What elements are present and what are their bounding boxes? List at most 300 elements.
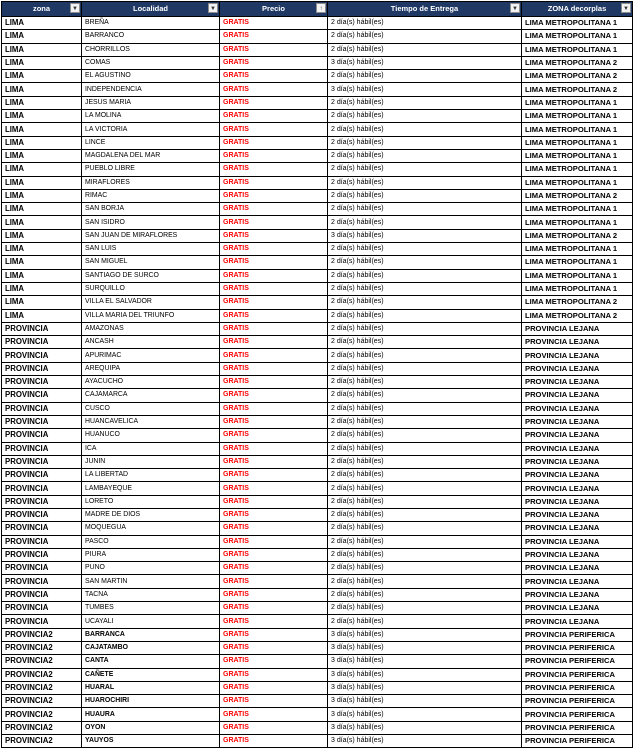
cell-zona[interactable]: LIMA [2,243,82,256]
cell-tiempo-entrega[interactable]: 2 día(s) hábil(es) [328,43,522,56]
cell-zona[interactable]: LIMA [2,136,82,149]
cell-zona-decorplas[interactable]: PROVINCIA LEJANA [522,389,633,402]
cell-localidad[interactable]: CAJAMARCA [82,389,220,402]
cell-precio[interactable]: GRATIS [220,495,328,508]
cell-localidad[interactable]: JESUS MARIA [82,96,220,109]
cell-zona-decorplas[interactable]: LIMA METROPOLITANA 1 [522,269,633,282]
cell-precio[interactable]: GRATIS [220,721,328,734]
cell-zona[interactable]: PROVINCIA2 [2,721,82,734]
cell-zona[interactable]: PROVINCIA [2,602,82,615]
cell-localidad[interactable]: LA MOLINA [82,110,220,123]
cell-localidad[interactable]: HUAROCHIRI [82,695,220,708]
cell-precio[interactable]: GRATIS [220,149,328,162]
cell-zona-decorplas[interactable]: LIMA METROPOLITANA 2 [522,83,633,96]
cell-tiempo-entrega[interactable]: 2 día(s) hábil(es) [328,389,522,402]
cell-localidad[interactable]: AYACUCHO [82,376,220,389]
cell-precio[interactable]: GRATIS [220,256,328,269]
delivery-zones-table [1,1,633,748]
cell-zona[interactable]: PROVINCIA [2,389,82,402]
cell-tiempo-entrega[interactable]: 3 día(s) hábil(es) [328,721,522,734]
cell-localidad[interactable]: MAGDALENA DEL MAR [82,149,220,162]
cell-tiempo-entrega[interactable]: 2 día(s) hábil(es) [328,110,522,123]
cell-precio[interactable]: GRATIS [220,615,328,628]
cell-zona-decorplas[interactable]: PROVINCIA LEJANA [522,442,633,455]
cell-tiempo-entrega[interactable]: 2 día(s) hábil(es) [328,522,522,535]
cell-zona[interactable]: PROVINCIA [2,455,82,468]
column-header-zona[interactable] [2,2,82,17]
cell-tiempo-entrega[interactable]: 2 día(s) hábil(es) [328,17,522,30]
cell-precio[interactable]: GRATIS [220,296,328,309]
filter-dropdown-icon[interactable]: ▼ [510,3,520,13]
column-header-tiempo[interactable] [328,2,522,17]
cell-zona[interactable]: LIMA [2,296,82,309]
cell-precio[interactable]: GRATIS [220,17,328,30]
cell-zona-decorplas[interactable]: LIMA METROPOLITANA 1 [522,176,633,189]
cell-tiempo-entrega[interactable]: 2 día(s) hábil(es) [328,243,522,256]
cell-zona-decorplas[interactable]: PROVINCIA LEJANA [522,415,633,428]
cell-zona[interactable]: PROVINCIA [2,442,82,455]
column-header-precio[interactable] [220,2,328,17]
cell-localidad[interactable]: VILLA EL SALVADOR [82,296,220,309]
cell-precio[interactable]: GRATIS [220,83,328,96]
cell-zona[interactable]: LIMA [2,203,82,216]
cell-localidad[interactable]: MADRE DE DIOS [82,508,220,521]
cell-localidad[interactable]: PIURA [82,548,220,561]
cell-localidad[interactable]: SANTIAGO DE SURCO [82,269,220,282]
cell-zona[interactable]: LIMA [2,43,82,56]
cell-zona-decorplas[interactable]: PROVINCIA LEJANA [522,322,633,335]
cell-precio[interactable]: GRATIS [220,96,328,109]
cell-tiempo-entrega[interactable]: 2 día(s) hábil(es) [328,508,522,521]
table-row [2,415,633,428]
cell-tiempo-entrega[interactable]: 2 día(s) hábil(es) [328,216,522,229]
cell-precio[interactable]: GRATIS [220,588,328,601]
cell-precio[interactable]: GRATIS [220,389,328,402]
cell-localidad[interactable]: SAN ISIDRO [82,216,220,229]
cell-tiempo-entrega[interactable]: 2 día(s) hábil(es) [328,495,522,508]
cell-precio[interactable]: GRATIS [220,548,328,561]
cell-precio[interactable]: GRATIS [220,269,328,282]
cell-localidad[interactable]: HUAURA [82,708,220,721]
cell-zona[interactable]: PROVINCIA2 [2,655,82,668]
cell-zona[interactable]: LIMA [2,282,82,295]
cell-tiempo-entrega[interactable]: 2 día(s) hábil(es) [328,149,522,162]
cell-precio[interactable]: GRATIS [220,322,328,335]
cell-localidad[interactable]: SAN LUIS [82,243,220,256]
cell-localidad[interactable]: MIRAFLORES [82,176,220,189]
cell-tiempo-entrega[interactable]: 3 día(s) hábil(es) [328,695,522,708]
cell-localidad[interactable]: SAN JUAN DE MIRAFLORES [82,229,220,242]
cell-localidad[interactable]: HUARAL [82,681,220,694]
cell-zona-decorplas[interactable]: PROVINCIA LEJANA [522,522,633,535]
cell-precio[interactable]: GRATIS [220,163,328,176]
cell-localidad[interactable]: EL AGUSTINO [82,70,220,83]
cell-localidad[interactable]: CANTA [82,655,220,668]
cell-zona[interactable]: PROVINCIA2 [2,695,82,708]
cell-localidad[interactable]: LINCE [82,136,220,149]
cell-localidad[interactable]: APURIMAC [82,349,220,362]
cell-zona-decorplas[interactable]: LIMA METROPOLITANA 1 [522,43,633,56]
cell-localidad[interactable]: SURQUILLO [82,282,220,295]
cell-tiempo-entrega[interactable]: 3 día(s) hábil(es) [328,735,522,748]
cell-tiempo-entrega[interactable]: 2 día(s) hábil(es) [328,535,522,548]
cell-zona-decorplas[interactable]: PROVINCIA LEJANA [522,535,633,548]
cell-tiempo-entrega[interactable]: 2 día(s) hábil(es) [328,176,522,189]
cell-zona-decorplas[interactable]: LIMA METROPOLITANA 1 [522,17,633,30]
cell-zona[interactable]: PROVINCIA [2,336,82,349]
cell-zona-decorplas[interactable]: PROVINCIA PERIFERICA [522,708,633,721]
cell-localidad[interactable]: CHORRILLOS [82,43,220,56]
cell-localidad[interactable]: SAN BORJA [82,203,220,216]
cell-localidad[interactable]: TACNA [82,588,220,601]
cell-zona[interactable]: PROVINCIA2 [2,681,82,694]
cell-precio[interactable]: GRATIS [220,70,328,83]
cell-zona-decorplas[interactable]: PROVINCIA LEJANA [522,376,633,389]
cell-localidad[interactable]: LORETO [82,495,220,508]
cell-zona[interactable]: LIMA [2,269,82,282]
cell-zona-decorplas[interactable]: PROVINCIA LEJANA [522,548,633,561]
cell-zona-decorplas[interactable]: LIMA METROPOLITANA 1 [522,136,633,149]
table-row [2,469,633,482]
cell-precio[interactable]: GRATIS [220,522,328,535]
cell-zona-decorplas[interactable]: LIMA METROPOLITANA 1 [522,256,633,269]
filter-sort-icon[interactable]: ↑ [316,3,326,13]
cell-precio[interactable]: GRATIS [220,655,328,668]
cell-tiempo-entrega[interactable]: 3 día(s) hábil(es) [328,229,522,242]
cell-localidad[interactable]: OYON [82,721,220,734]
cell-localidad[interactable]: LA LIBERTAD [82,469,220,482]
cell-precio[interactable]: GRATIS [220,402,328,415]
cell-precio[interactable]: GRATIS [220,309,328,322]
column-header-zona-decorplas[interactable] [522,2,633,17]
cell-zona[interactable]: PROVINCIA [2,415,82,428]
cell-localidad[interactable]: BARRANCA [82,628,220,641]
cell-tiempo-entrega[interactable]: 2 día(s) hábil(es) [328,429,522,442]
cell-zona-decorplas[interactable]: LIMA METROPOLITANA 1 [522,149,633,162]
cell-zona[interactable]: PROVINCIA [2,376,82,389]
cell-tiempo-entrega[interactable]: 2 día(s) hábil(es) [328,349,522,362]
cell-precio[interactable]: GRATIS [220,415,328,428]
cell-localidad[interactable]: TUMBES [82,602,220,615]
cell-zona[interactable]: PROVINCIA2 [2,708,82,721]
cell-zona-decorplas[interactable]: LIMA METROPOLITANA 2 [522,56,633,69]
cell-zona[interactable]: LIMA [2,149,82,162]
cell-localidad[interactable]: YAUYOS [82,735,220,748]
cell-zona-decorplas[interactable]: PROVINCIA LEJANA [522,508,633,521]
cell-precio[interactable]: GRATIS [220,429,328,442]
cell-precio[interactable]: GRATIS [220,695,328,708]
cell-tiempo-entrega[interactable]: 2 día(s) hábil(es) [328,136,522,149]
cell-zona-decorplas[interactable]: PROVINCIA LEJANA [522,362,633,375]
cell-zona[interactable]: LIMA [2,123,82,136]
cell-zona[interactable]: PROVINCIA [2,362,82,375]
cell-tiempo-entrega[interactable]: 2 día(s) hábil(es) [328,402,522,415]
cell-tiempo-entrega[interactable]: 2 día(s) hábil(es) [328,163,522,176]
cell-zona[interactable]: LIMA [2,30,82,43]
cell-tiempo-entrega[interactable]: 2 día(s) hábil(es) [328,482,522,495]
cell-zona[interactable]: LIMA [2,189,82,202]
cell-zona-decorplas[interactable]: LIMA METROPOLITANA 2 [522,189,633,202]
cell-precio[interactable]: GRATIS [220,229,328,242]
cell-localidad[interactable]: HUANUCO [82,429,220,442]
cell-zona-decorplas[interactable]: LIMA METROPOLITANA 1 [522,30,633,43]
cell-tiempo-entrega[interactable]: 2 día(s) hábil(es) [328,602,522,615]
cell-zona[interactable]: LIMA [2,163,82,176]
cell-zona-decorplas[interactable]: LIMA METROPOLITANA 1 [522,282,633,295]
cell-zona-decorplas[interactable]: PROVINCIA PERIFERICA [522,668,633,681]
cell-zona-decorplas[interactable]: PROVINCIA LEJANA [522,469,633,482]
cell-precio[interactable]: GRATIS [220,136,328,149]
table-row [2,336,633,349]
cell-localidad[interactable]: SAN MARTIN [82,575,220,588]
cell-precio[interactable]: GRATIS [220,735,328,748]
cell-zona[interactable]: PROVINCIA [2,535,82,548]
cell-zona-decorplas[interactable]: PROVINCIA LEJANA [522,615,633,628]
cell-localidad[interactable]: CUSCO [82,402,220,415]
cell-precio[interactable]: GRATIS [220,189,328,202]
cell-zona[interactable]: PROVINCIA2 [2,641,82,654]
cell-zona-decorplas[interactable]: PROVINCIA LEJANA [522,429,633,442]
cell-precio[interactable]: GRATIS [220,668,328,681]
cell-zona[interactable]: PROVINCIA [2,548,82,561]
filter-dropdown-icon[interactable]: ▼ [208,3,218,13]
cell-localidad[interactable]: ANCASH [82,336,220,349]
cell-zona[interactable]: LIMA [2,309,82,322]
cell-zona-decorplas[interactable]: LIMA METROPOLITANA 1 [522,96,633,109]
cell-precio[interactable]: GRATIS [220,349,328,362]
cell-zona-decorplas[interactable]: PROVINCIA LEJANA [522,482,633,495]
cell-zona-decorplas[interactable]: LIMA METROPOLITANA 1 [522,110,633,123]
cell-precio[interactable]: GRATIS [220,376,328,389]
cell-tiempo-entrega[interactable]: 2 día(s) hábil(es) [328,562,522,575]
cell-localidad[interactable]: AREQUIPA [82,362,220,375]
cell-tiempo-entrega[interactable]: 2 día(s) hábil(es) [328,442,522,455]
cell-zona-decorplas[interactable]: PROVINCIA LEJANA [522,336,633,349]
cell-zona-decorplas[interactable]: PROVINCIA LEJANA [522,349,633,362]
table-row [2,349,633,362]
cell-tiempo-entrega[interactable]: 2 día(s) hábil(es) [328,296,522,309]
cell-localidad[interactable]: JUNIN [82,455,220,468]
cell-zona[interactable]: LIMA [2,256,82,269]
cell-tiempo-entrega[interactable]: 2 día(s) hábil(es) [328,189,522,202]
cell-zona-decorplas[interactable]: LIMA METROPOLITANA 1 [522,163,633,176]
cell-zona-decorplas[interactable]: PROVINCIA PERIFERICA [522,721,633,734]
cell-precio[interactable]: GRATIS [220,30,328,43]
cell-localidad[interactable]: SAN MIGUEL [82,256,220,269]
cell-localidad[interactable]: UCAYALI [82,615,220,628]
cell-localidad[interactable]: ICA [82,442,220,455]
cell-zona[interactable]: LIMA [2,96,82,109]
cell-tiempo-entrega[interactable]: 2 día(s) hábil(es) [328,548,522,561]
table-row [2,256,633,269]
cell-tiempo-entrega[interactable]: 2 día(s) hábil(es) [328,123,522,136]
cell-zona-decorplas[interactable]: PROVINCIA LEJANA [522,602,633,615]
cell-zona[interactable]: LIMA [2,176,82,189]
cell-zona[interactable]: LIMA [2,17,82,30]
cell-zona[interactable]: PROVINCIA [2,495,82,508]
cell-tiempo-entrega[interactable]: 2 día(s) hábil(es) [328,322,522,335]
cell-precio[interactable]: GRATIS [220,575,328,588]
cell-zona[interactable]: LIMA [2,56,82,69]
cell-tiempo-entrega[interactable]: 2 día(s) hábil(es) [328,70,522,83]
cell-precio[interactable]: GRATIS [220,56,328,69]
cell-zona[interactable]: PROVINCIA [2,322,82,335]
cell-localidad[interactable]: LAMBAYEQUE [82,482,220,495]
cell-tiempo-entrega[interactable]: 2 día(s) hábil(es) [328,309,522,322]
cell-localidad[interactable]: PUEBLO LIBRE [82,163,220,176]
cell-zona[interactable]: PROVINCIA [2,482,82,495]
cell-zona-decorplas[interactable]: PROVINCIA LEJANA [522,495,633,508]
cell-zona[interactable]: LIMA [2,110,82,123]
cell-precio[interactable]: GRATIS [220,110,328,123]
cell-tiempo-entrega[interactable]: 3 día(s) hábil(es) [328,681,522,694]
column-header-localidad[interactable] [82,2,220,17]
cell-zona-decorplas[interactable]: PROVINCIA LEJANA [522,575,633,588]
filter-dropdown-icon[interactable]: ▼ [621,3,631,13]
cell-tiempo-entrega[interactable]: 2 día(s) hábil(es) [328,336,522,349]
cell-zona-decorplas[interactable]: PROVINCIA PERIFERICA [522,641,633,654]
cell-zona[interactable]: PROVINCIA2 [2,735,82,748]
cell-zona-decorplas[interactable]: LIMA METROPOLITANA 2 [522,309,633,322]
cell-tiempo-entrega[interactable]: 2 día(s) hábil(es) [328,256,522,269]
cell-zona[interactable]: PROVINCIA [2,588,82,601]
table-row [2,216,633,229]
cell-tiempo-entrega[interactable]: 3 día(s) hábil(es) [328,83,522,96]
cell-tiempo-entrega[interactable]: 3 día(s) hábil(es) [328,56,522,69]
cell-localidad[interactable]: PUNO [82,562,220,575]
table-row [2,588,633,601]
cell-zona[interactable]: LIMA [2,229,82,242]
cell-localidad[interactable]: AMAZONAS [82,322,220,335]
cell-precio[interactable]: GRATIS [220,469,328,482]
table-row [2,708,633,721]
cell-precio[interactable]: GRATIS [220,362,328,375]
cell-zona-decorplas[interactable]: PROVINCIA PERIFERICA [522,681,633,694]
cell-precio[interactable]: GRATIS [220,508,328,521]
cell-precio[interactable]: GRATIS [220,216,328,229]
cell-precio[interactable]: GRATIS [220,123,328,136]
cell-precio[interactable]: GRATIS [220,641,328,654]
cell-zona-decorplas[interactable]: PROVINCIA PERIFERICA [522,695,633,708]
cell-tiempo-entrega[interactable]: 2 día(s) hábil(es) [328,455,522,468]
cell-precio[interactable]: GRATIS [220,282,328,295]
cell-tiempo-entrega[interactable]: 3 día(s) hábil(es) [328,628,522,641]
cell-localidad[interactable]: INDEPENDENCIA [82,83,220,96]
cell-localidad[interactable]: HUANCAVELICA [82,415,220,428]
cell-precio[interactable]: GRATIS [220,628,328,641]
cell-tiempo-entrega[interactable]: 2 día(s) hábil(es) [328,203,522,216]
cell-localidad[interactable]: RIMAC [82,189,220,202]
cell-zona-decorplas[interactable]: PROVINCIA PERIFERICA [522,655,633,668]
cell-zona[interactable]: PROVINCIA2 [2,628,82,641]
cell-tiempo-entrega[interactable]: 3 día(s) hábil(es) [328,668,522,681]
cell-precio[interactable]: GRATIS [220,442,328,455]
cell-zona-decorplas[interactable]: PROVINCIA PERIFERICA [522,628,633,641]
cell-precio[interactable]: GRATIS [220,43,328,56]
cell-zona-decorplas[interactable]: LIMA METROPOLITANA 1 [522,216,633,229]
cell-precio[interactable]: GRATIS [220,203,328,216]
cell-zona[interactable]: PROVINCIA [2,522,82,535]
cell-localidad[interactable]: BREÑA [82,17,220,30]
cell-tiempo-entrega[interactable]: 2 día(s) hábil(es) [328,282,522,295]
cell-zona-decorplas[interactable]: LIMA METROPOLITANA 2 [522,296,633,309]
cell-localidad[interactable]: COMAS [82,56,220,69]
cell-tiempo-entrega[interactable]: 2 día(s) hábil(es) [328,96,522,109]
cell-tiempo-entrega[interactable]: 2 día(s) hábil(es) [328,469,522,482]
table-row [2,43,633,56]
table-row [2,628,633,641]
cell-zona-decorplas[interactable]: PROVINCIA LEJANA [522,455,633,468]
cell-precio[interactable]: GRATIS [220,602,328,615]
cell-zona[interactable]: LIMA [2,70,82,83]
cell-zona-decorplas[interactable]: LIMA METROPOLITANA 1 [522,123,633,136]
filter-dropdown-icon[interactable]: ▼ [70,3,80,13]
cell-localidad[interactable]: BARRANCO [82,30,220,43]
cell-localidad[interactable]: LA VICTORIA [82,123,220,136]
cell-zona[interactable]: PROVINCIA [2,575,82,588]
cell-zona-decorplas[interactable]: PROVINCIA LEJANA [522,588,633,601]
table-row [2,455,633,468]
table-row [2,136,633,149]
cell-localidad[interactable]: CAJATAMBO [82,641,220,654]
cell-zona[interactable]: PROVINCIA [2,562,82,575]
cell-tiempo-entrega[interactable]: 2 día(s) hábil(es) [328,575,522,588]
cell-tiempo-entrega[interactable]: 2 día(s) hábil(es) [328,376,522,389]
cell-zona[interactable]: PROVINCIA [2,615,82,628]
cell-zona[interactable]: PROVINCIA [2,508,82,521]
cell-tiempo-entrega[interactable]: 2 día(s) hábil(es) [328,615,522,628]
table-row [2,655,633,668]
cell-precio[interactable]: GRATIS [220,482,328,495]
cell-precio[interactable]: GRATIS [220,336,328,349]
cell-tiempo-entrega[interactable]: 2 día(s) hábil(es) [328,415,522,428]
cell-precio[interactable]: GRATIS [220,562,328,575]
cell-localidad[interactable]: PASCO [82,535,220,548]
cell-precio[interactable]: GRATIS [220,708,328,721]
cell-tiempo-entrega[interactable]: 2 día(s) hábil(es) [328,30,522,43]
cell-zona-decorplas[interactable]: PROVINCIA PERIFERICA [522,735,633,748]
cell-zona-decorplas[interactable]: LIMA METROPOLITANA 2 [522,70,633,83]
cell-localidad[interactable]: CAÑETE [82,668,220,681]
cell-zona[interactable]: LIMA [2,216,82,229]
cell-zona-decorplas[interactable]: PROVINCIA LEJANA [522,562,633,575]
cell-precio[interactable]: GRATIS [220,535,328,548]
cell-precio[interactable]: GRATIS [220,243,328,256]
cell-precio[interactable]: GRATIS [220,681,328,694]
table-row [2,522,633,535]
cell-tiempo-entrega[interactable]: 3 día(s) hábil(es) [328,708,522,721]
cell-zona[interactable]: PROVINCIA2 [2,668,82,681]
cell-zona-decorplas[interactable]: PROVINCIA LEJANA [522,402,633,415]
cell-zona[interactable]: PROVINCIA [2,429,82,442]
cell-localidad[interactable]: MOQUEGUA [82,522,220,535]
cell-precio[interactable]: GRATIS [220,176,328,189]
cell-tiempo-entrega[interactable]: 2 día(s) hábil(es) [328,269,522,282]
cell-zona-decorplas[interactable]: LIMA METROPOLITANA 1 [522,203,633,216]
cell-zona-decorplas[interactable]: LIMA METROPOLITANA 2 [522,229,633,242]
cell-tiempo-entrega[interactable]: 2 día(s) hábil(es) [328,362,522,375]
cell-precio[interactable]: GRATIS [220,455,328,468]
cell-tiempo-entrega[interactable]: 3 día(s) hábil(es) [328,655,522,668]
cell-zona-decorplas[interactable]: LIMA METROPOLITANA 1 [522,243,633,256]
cell-localidad[interactable]: VILLA MARIA DEL TRIUNFO [82,309,220,322]
cell-zona[interactable]: PROVINCIA [2,469,82,482]
cell-zona[interactable]: PROVINCIA [2,402,82,415]
cell-zona[interactable]: PROVINCIA [2,349,82,362]
cell-tiempo-entrega[interactable]: 2 día(s) hábil(es) [328,588,522,601]
cell-zona[interactable]: LIMA [2,83,82,96]
cell-tiempo-entrega[interactable]: 3 día(s) hábil(es) [328,641,522,654]
